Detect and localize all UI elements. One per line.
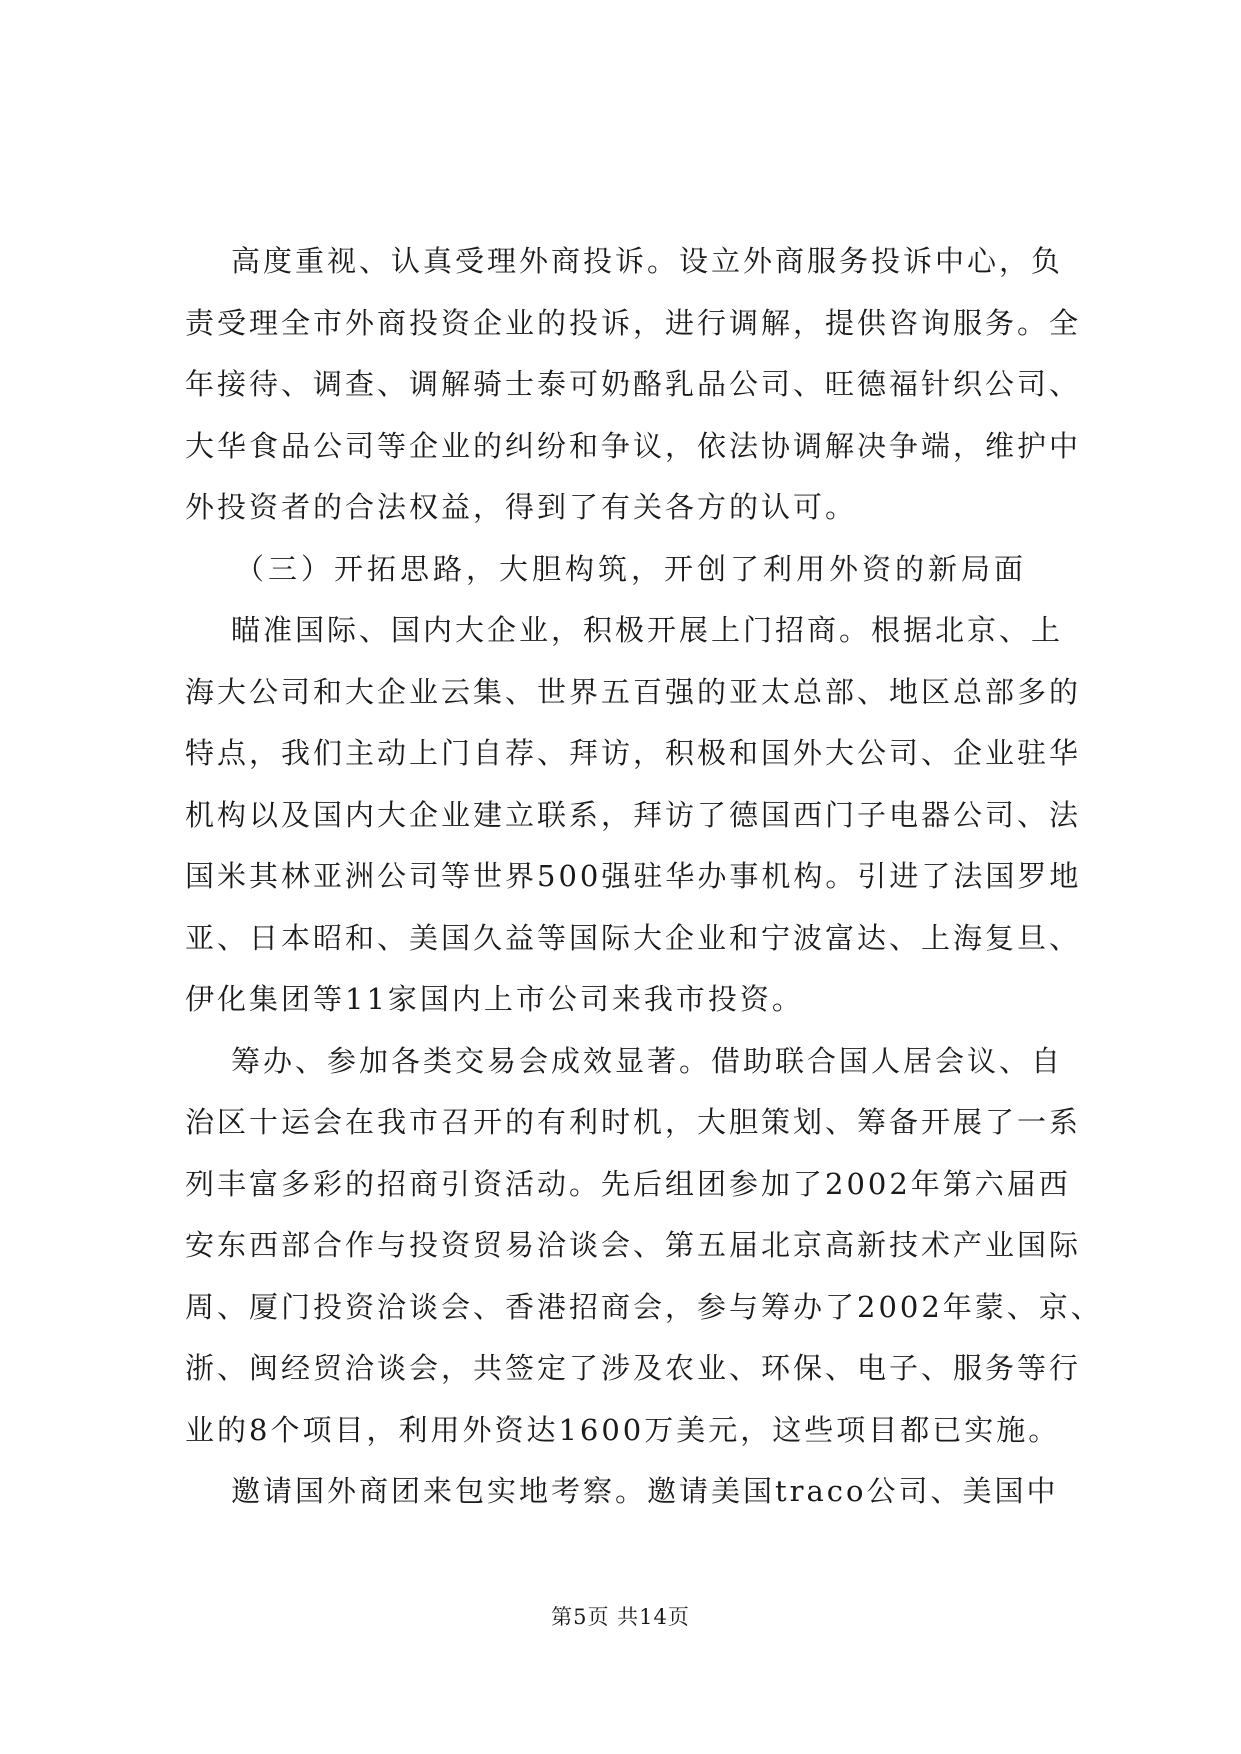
page-number-footer: 第5页 共14页: [551, 1605, 690, 1629]
text-line: 筹办、参加各类交易会成效显著。借助联合国人居会议、自: [231, 1043, 1064, 1078]
text-line: 业的8个项目，利用外资达1600万美元，这些项目都已实施。: [185, 1412, 1061, 1447]
text-line: 机构以及国内大企业建立联系，拜访了德国西门子电器公司、法: [185, 797, 1082, 832]
text-line: 外投资者的合法权益，得到了有关各方的认可。: [185, 490, 858, 524]
text-line: 周、厦门投资洽谈会、香港招商会，参与筹办了2002年蒙、京、: [185, 1289, 1103, 1324]
text-line: 瞄准国际、国内大企业，积极开展上门招商。根据北京、上: [231, 613, 1064, 647]
text-line: 伊化集团等11家国内上市公司来我市投资。: [185, 982, 804, 1016]
text-line: 大华食品公司等企业的纠纷和争议，依法协调解决争端，维护中: [185, 428, 1082, 463]
text-line: 责受理全市外商投资企业的投诉，进行调解，提供咨询服务。全: [185, 305, 1082, 340]
text-line: 亚、日本昭和、美国久益等国际大企业和宁波富达、上海复旦、: [185, 920, 1082, 955]
text-line: 年接待、调查、调解骑士泰可奶酪乳品公司、旺德福针织公司、: [185, 367, 1082, 401]
text-line: 特点，我们主动上门自荐、拜访，积极和国外大公司、企业驻华: [185, 736, 1082, 770]
text-line: 海大公司和大企业云集、世界五百强的亚太总部、地区总部多的: [185, 674, 1082, 709]
text-line: 安东西部合作与投资贸易洽谈会、第五届北京高新技术产业国际: [185, 1228, 1082, 1262]
text-line: 邀请国外商团来包实地考察。邀请美国traco公司、美国中: [231, 1474, 1059, 1508]
section-heading: （三）开拓思路，大胆构筑，开创了利用外资的新局面: [235, 551, 1028, 586]
text-line: 高度重视、认真受理外商投诉。设立外商服务投诉中心，负: [231, 244, 1064, 278]
text-line: 治区十运会在我市召开的有利时机，大胆策划、筹备开展了一系: [185, 1105, 1082, 1139]
text-line: 列丰富多彩的招商引资活动。先后组团参加了2002年第六届西: [185, 1166, 1071, 1201]
document-body: [185, 231, 1103, 1523]
text-line: 国米其林亚洲公司等世界500强驻华办事机构。引进了法国罗地: [185, 859, 1082, 893]
text-line: 浙、闽经贸洽谈会，共签定了涉及农业、环保、电子、服务等行: [185, 1351, 1082, 1385]
